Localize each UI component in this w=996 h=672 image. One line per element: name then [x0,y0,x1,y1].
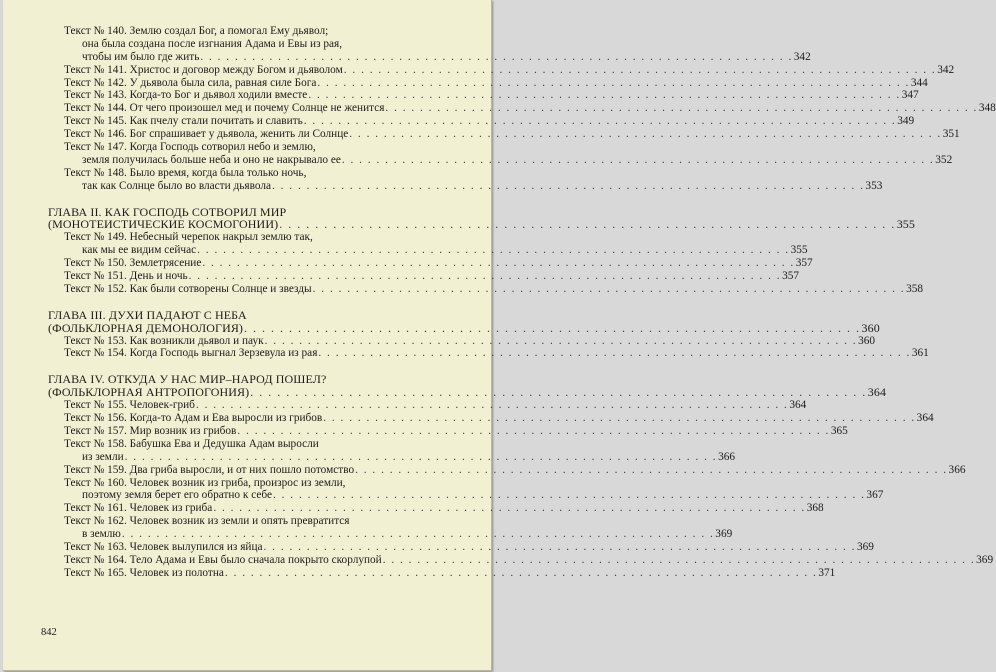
entry-title: Текст № 148. Было время, когда была только ночь, [64,166,307,179]
entry-page-number: 347 [901,89,919,102]
dot-leader: . . . . . . . . . . . . . . . . . . . . . . . . . . . . . . . . . . . . . . . . . . . . . . . . . . . . . . . . . . . . . . . . . . . . . [317,76,910,89]
entry-title: Текст № 163. Человек вылупился из яйца [64,540,263,553]
toc-entry [3,334,876,348]
entry-title: Текст № 151. День и ночь [64,270,188,283]
dot-leader: . . . . . . . . . . . . . . . . . . . . . . . . . . . . . . . . . . . . . . . . . . . . . . . . . . . . . . . . . . . . . . . . . . . . . [197,244,790,257]
entry-title: Текст № 152. Как были сотворены Солнце и звезды [64,282,312,295]
chapter-heading [3,320,880,335]
chapter-heading [3,309,491,322]
toc-entry [3,424,848,438]
entry-title: Текст № 155. Человек-гриб [64,399,195,412]
entry-title: Текст № 149. Небесный черепок накрыл землю так, [64,231,313,244]
dot-leader: . . . . . . . . . . . . . . . . . . . . . . . . . . . . . . . . . . . . . . . . . . . . . . . . . . . . . . . . . . . . . . . . . . . . . [237,424,830,437]
dot-leader: . . . . . . . . . . . . . . . . . . . . . . . . . . . . . . . . . . . . . . . . . . . . . . . . . . . . . . . . . . . . . . . . . . . . . [244,320,861,335]
entry-title: Текст № 141. Христос и договор между Богом и дьяволом [64,63,343,76]
entry-continuation [3,179,883,193]
dot-leader: . . . . . . . . . . . . . . . . . . . . . . . . . . . . . . . . . . . . . . . . . . . . . . . . . . . . . . . . . . . . . . . . . . . . . [121,528,715,541]
dot-leader: . . . . . . . . . . . . . . . . . . . . . . . . . . . . . . . . . . . . . . . . . . . . . . . . . . . . . . . . . . . . . . . . . . . . . [272,179,865,192]
entry-title: Текст № 159. Два гриба выросли, и от них пошло потомство [64,463,355,476]
entry-title: Текст № 146. Бог спрашивает у дьявола, женить ли Солнце [64,128,349,141]
toc-entry [3,553,994,567]
entry-continuation [3,38,491,51]
entry-title: Текст № 156. Когда-то Адам и Ева выросли из грибов [64,412,323,425]
entry-title: Текст № 162. Человек возник из земли и опять превратится [64,515,350,528]
entry-page-number: 369 [856,540,874,553]
entry-title: чтобы им было где жить [82,50,200,63]
entry-page-number: 371 [818,566,836,579]
entry-page-number: 365 [830,424,848,437]
entry-page-number: 351 [942,128,960,141]
dot-leader: . . . . . . . . . . . . . . . . . . . . . . . . . . . . . . . . . . . . . . . . . . . . . . . . . . . . . . . . . . . . . . . . . . . . . [303,115,897,128]
toc-entry [3,25,491,38]
toc-entry [3,115,915,128]
toc-entry [3,141,491,154]
toc-entry [3,540,874,554]
toc-entry [3,515,491,528]
entry-title: Текст № 157. Мир возник из грибов [64,424,237,437]
toc-entry [3,399,807,412]
entry-page-number: 349 [897,115,915,128]
entry-title: Текст № 147. Когда Господь сотворил небо и землю, [64,141,316,154]
dot-leader: . . . . . . . . . . . . . . . . . . . . . . . . . . . . . . . . . . . . . . . . . . . . . . . . . . . . . . . . . . . . . . . . . . . . . [264,334,858,347]
dot-leader: . . . . . . . . . . . . . . . . . . . . . . . . . . . . . . . . . . . . . . . . . . . . . . . . . . . . . . . . . . . . . . . . . . . . . [250,385,867,400]
entry-page-number: 344 [910,76,928,89]
entry-title: она была создана после изгнания Адама и Евы из рая, [82,37,343,50]
entry-page-number: 361 [911,347,929,360]
toc-entry [3,477,491,490]
entry-page-number: 360 [861,320,880,335]
entry-page-number: 355 [790,244,808,257]
entry-continuation [3,244,808,257]
entry-title: ГЛАВА II. КАК ГОСПОДЬ СОТВОРИЛ МИР [48,204,287,219]
toc-entry [3,231,491,244]
entry-page-number: 364 [916,412,934,425]
entry-page-number: 369 [976,553,994,566]
dot-leader: . . . . . . . . . . . . . . . . . . . . . . . . . . . . . . . . . . . . . . . . . . . . . . . . . . . . . . . . . . . . . . . . . . . . . [341,153,935,166]
entry-title: Текст № 154. Когда Господь выгнал Зерзевула из рая [64,347,318,360]
book-page [3,0,996,671]
entry-title: Текст № 158. Бабушка Ева и Дедушка Адам выросли [64,437,319,450]
entry-title: (МОНОТЕИСТИЧЕСКИЕ КОСМОГОНИИ) [48,217,279,232]
entry-title: как мы ее видим сейчас [82,244,197,257]
entry-continuation [3,50,811,64]
dot-leader: . . . . . . . . . . . . . . . . . . . . . . . . . . . . . . . . . . . . . . . . . . . . . . . . . . . . . . . . . . . . . . . . . . . . . [355,463,948,476]
entry-title: Текст № 143. Когда-то Бог и дьявол ходили вместе [64,89,308,102]
entry-title: земля получилась больше неба и оно не накрывало ее [82,153,341,166]
dot-leader: . . . . . . . . . . . . . . . . . . . . . . . . . . . . . . . . . . . . . . . . . . . . . . . . . . . . . . . . . . . . . . . . . . . . . [279,217,896,232]
entry-page-number: 364 [867,385,887,400]
entry-page-number: 364 [789,399,807,412]
entry-title: из земли [82,450,124,463]
toc-entry [3,282,924,296]
entry-page-number: 368 [806,502,824,515]
entry-page-number: 366 [718,450,736,463]
toc-entry [3,566,836,580]
entry-title: ГЛАВА III. ДУХИ ПАДАЮТ С НЕБА [48,307,247,322]
toc-entry [3,102,996,115]
entry-page-number: 355 [896,217,915,232]
dot-leader: . . . . . . . . . . . . . . . . . . . . . . . . . . . . . . . . . . . . . . . . . . . . . . . . . . . . . . . . . . . . . . . . . . . . . [195,399,789,412]
toc-entry [3,257,813,270]
entry-page-number: 348 [978,102,996,115]
entry-title: Текст № 150. Землетрясение [64,257,202,270]
dot-leader: . . . . . . . . . . . . . . . . . . . . . . . . . . . . . . . . . . . . . . . . . . . . . . . . . . . . . . . . . . . . . . . . . . . . . [312,282,906,295]
toc-entry [3,347,929,360]
entry-title: (ФОЛЬКЛОРНАЯ АНТРОПОГОНИЯ) [48,385,250,400]
dot-leader: . . . . . . . . . . . . . . . . . . . . . . . . . . . . . . . . . . . . . . . . . . . . . . . . . . . . . . . . . . . . . . . . . . . . . [308,89,901,102]
entry-page-number: 369 [715,528,733,541]
entry-page-number: 360 [858,334,876,347]
dot-leader: . . . . . . . . . . . . . . . . . . . . . . . . . . . . . . . . . . . . . . . . . . . . . . . . . . . . . . . . . . . . . . . . . . . . . [343,63,937,76]
entry-title: Текст № 160. Человек возник из гриба, произрос из земли, [64,476,346,489]
entry-page-number: 366 [948,463,966,476]
entry-page-number: 342 [793,50,811,63]
entry-page-number: 357 [782,270,800,283]
entry-page-number: 358 [906,282,924,295]
entry-page-number: 342 [937,63,955,76]
toc-entry [3,128,960,141]
toc-entry [3,463,966,477]
toc-entry [3,63,955,77]
dot-leader: . . . . . . . . . . . . . . . . . . . . . . . . . . . . . . . . . . . . . . . . . . . . . . . . . . . . . . . . . . . . . . . . . . . . . [385,102,978,115]
dot-leader: . . . . . . . . . . . . . . . . . . . . . . . . . . . . . . . . . . . . . . . . . . . . . . . . . . . . . . . . . . . . . . . . . . . . . [200,50,793,63]
entry-title: Текст № 153. Как возникли дьявол и паук [64,334,264,347]
entry-title: Текст № 142. У дьявола была сила, равная силе Бога [64,76,317,89]
entry-title: поэтому земля берет его обратно к себе [82,489,272,502]
toc-entry [3,167,491,180]
entry-title: Текст № 165. Человек из полотна [64,566,224,579]
entry-title: Текст № 145. Как пчелу стали почитать и славить [64,115,303,128]
entry-page-number: 357 [795,257,813,270]
entry-continuation [3,153,953,167]
entry-page-number: 367 [866,489,884,502]
dot-leader: . . . . . . . . . . . . . . . . . . . . . . . . . . . . . . . . . . . . . . . . . . . . . . . . . . . . . . . . . . . . . . . . . . . . . [273,489,866,502]
dot-leader: . . . . . . . . . . . . . . . . . . . . . . . . . . . . . . . . . . . . . . . . . . . . . . . . . . . . . . . . . . . . . . . . . . . . . [213,502,806,515]
dot-leader: . . . . . . . . . . . . . . . . . . . . . . . . . . . . . . . . . . . . . . . . . . . . . . . . . . . . . . . . . . . . . . . . . . . . . [202,257,795,270]
toc-entry [3,89,919,102]
entry-page-number: 352 [935,153,953,166]
toc-entry [3,412,934,425]
entry-title: так как Солнце было во власти дьявола [82,179,271,192]
dot-leader: . . . . . . . . . . . . . . . . . . . . . . . . . . . . . . . . . . . . . . . . . . . . . . . . . . . . . . . . . . . . . . . . . . . . . [323,412,916,425]
entry-title: Текст № 161. Человек из гриба [64,502,213,515]
toc-entry [3,438,491,451]
entry-page-number: 353 [865,179,883,192]
chapter-heading [3,385,887,400]
entry-title: Текст № 140. Землю создал Бог, а помогал Ему дьявол; [64,25,329,37]
chapter-heading [3,217,915,232]
entry-title: Текст № 164. Тело Адама и Евы было сначала покрыто скорлупой [64,553,382,566]
dot-leader: . . . . . . . . . . . . . . . . . . . . . . . . . . . . . . . . . . . . . . . . . . . . . . . . . . . . . . . . . . . . . . . . . . . . . [188,270,782,283]
entry-continuation [3,450,736,464]
entry-title: Текст № 144. От чего произошел мед и почему Солнце не женится [64,102,385,115]
dot-leader: . . . . . . . . . . . . . . . . . . . . . . . . . . . . . . . . . . . . . . . . . . . . . . . . . . . . . . . . . . . . . . . . . . . . . [349,128,942,141]
entry-title: ГЛАВА IV. ОТКУДА У НАС МИР–НАРОД ПОШЕЛ? [48,372,327,387]
entry-continuation [3,489,884,502]
dot-leader: . . . . . . . . . . . . . . . . . . . . . . . . . . . . . . . . . . . . . . . . . . . . . . . . . . . . . . . . . . . . . . . . . . . . . [263,540,856,553]
entry-title: в землю [82,528,121,541]
dot-leader: . . . . . . . . . . . . . . . . . . . . . . . . . . . . . . . . . . . . . . . . . . . . . . . . . . . . . . . . . . . . . . . . . . . . . [124,450,718,463]
dot-leader: . . . . . . . . . . . . . . . . . . . . . . . . . . . . . . . . . . . . . . . . . . . . . . . . . . . . . . . . . . . . . . . . . . . . . [224,566,818,579]
dot-leader: . . . . . . . . . . . . . . . . . . . . . . . . . . . . . . . . . . . . . . . . . . . . . . . . . . . . . . . . . . . . . . . . . . . . . [318,347,911,360]
table-of-contents [3,25,996,580]
toc-entry [3,76,928,90]
toc-entry [3,270,800,283]
toc-entry [3,502,824,515]
entry-continuation [3,528,733,541]
page-number: 842 [41,627,57,638]
entry-title: (ФОЛЬКЛОРНАЯ ДЕМОНОЛОГИЯ) [48,320,244,335]
dot-leader: . . . . . . . . . . . . . . . . . . . . . . . . . . . . . . . . . . . . . . . . . . . . . . . . . . . . . . . . . . . . . . . . . . . . . [382,553,976,566]
